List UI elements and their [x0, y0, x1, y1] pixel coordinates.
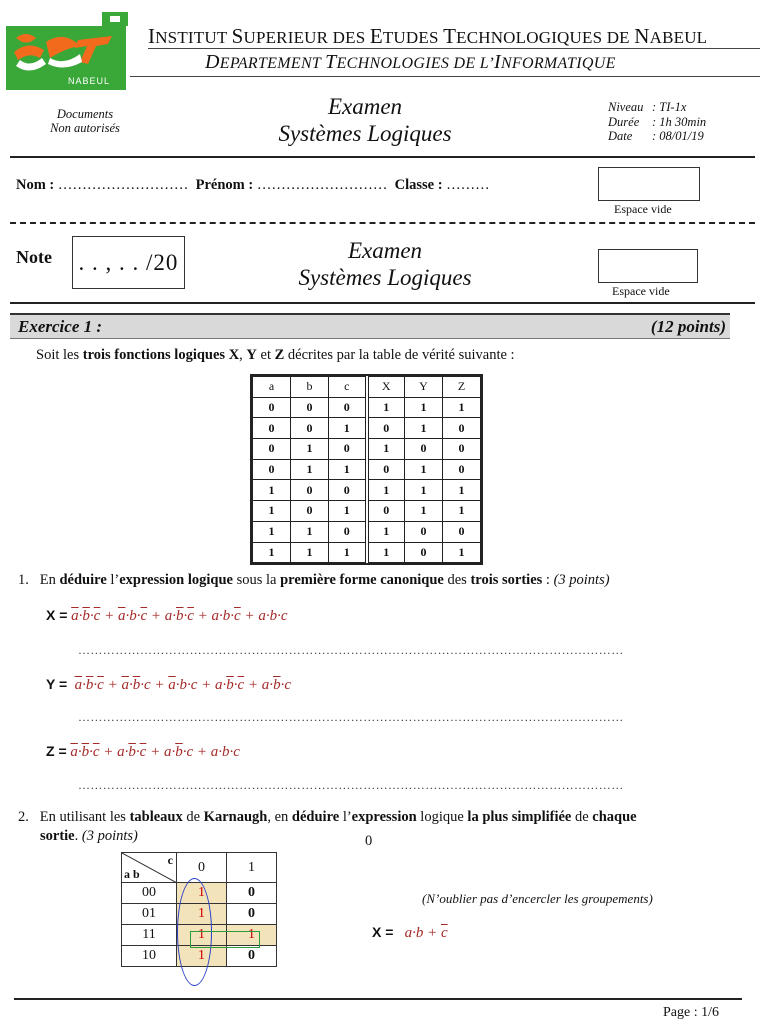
expr-x-label: X = [46, 607, 68, 623]
q1-bold: trois sorties [470, 572, 543, 588]
exam-title-line1: Examen [327, 94, 403, 119]
truth-table-cell: 1 [329, 501, 367, 522]
truth-table-cell: 1 [443, 480, 481, 501]
kmap-col-header: 0 [177, 853, 227, 883]
answer-line-y[interactable]: …………………………………………………………………………………………………………………… [78, 710, 624, 724]
q2-text: . [74, 828, 82, 844]
header-divider-2 [130, 76, 760, 77]
classe-label: Classe : [394, 177, 443, 193]
q2-text: En utilisant les [39, 809, 130, 825]
truth-table-cell: 1 [253, 521, 291, 542]
q2-text: , en [267, 809, 292, 825]
truth-table-row [253, 501, 481, 522]
grouping-hint: (N’oublier pas d’encercler les groupements) [422, 891, 653, 906]
intro-comma: , [239, 347, 247, 363]
date-key: Date [608, 129, 633, 143]
q1-text: des [443, 572, 471, 588]
truth-table-cell: 1 [367, 480, 405, 501]
intro-text: Soit les [36, 347, 83, 363]
kmap-cell: 1 [177, 946, 227, 967]
prenom-label: Prénom : [195, 177, 254, 193]
truth-table-cell: 1 [367, 397, 405, 418]
question-2 [18, 808, 730, 846]
truth-table-cell: 0 [405, 542, 443, 563]
truth-table-cell: 0 [291, 501, 329, 522]
intro-bold-z: Z [274, 347, 285, 363]
truth-table-row [253, 480, 481, 501]
truth-table-cell: 1 [253, 542, 291, 563]
truth-table-cell: 0 [443, 521, 481, 542]
logo-subtitle: NABEUL [68, 76, 111, 86]
truth-table-cell: 0 [405, 521, 443, 542]
truth-table-header: b [291, 377, 329, 398]
expression-z: $Z = \overline{a}\cdot\overline{b}\cdot\overline{c} + a\cdot\overline{b}\cdot\overline{c} + a\cdot\overline{b}\cdot c + a\cdot b\cdot c$ [46, 743, 240, 760]
truth-table-cell: 1 [253, 480, 291, 501]
truth-table-cell: 0 [367, 501, 405, 522]
q2-text: logique [416, 809, 468, 825]
truth-table-cell: 0 [329, 521, 367, 542]
kmap-cell: 0 [227, 904, 277, 925]
truth-table-cell: 1 [367, 521, 405, 542]
truth-table-cell: 0 [329, 480, 367, 501]
q2-bold: Karnaugh [203, 809, 268, 825]
note-box [72, 236, 185, 289]
truth-table-cell: 1 [405, 480, 443, 501]
page-number: Page : 1/6 [663, 1005, 719, 1020]
expr-z-label: Z = [46, 743, 67, 759]
q1-number: 1. [18, 572, 29, 588]
kmap-cell: 1 [177, 904, 227, 925]
exam-title [240, 93, 490, 147]
institute-name: INSTITUT SUPERIEUR DES ETUDES TECHNOLOGIQUES DE NABEUL [148, 24, 708, 48]
expression-y: $Y = \overline{a}\cdot\overline{b}\cdot\overline{c} + \overline{a}\cdot\overline{b}\cdot c + \overline{a}\cdot b\cdot c + a\cdot\overline{b}\cdot\overline{c} + a\cdot\overline{b}\cdot c$ [46, 676, 291, 693]
q1-bold: expression logique [119, 572, 233, 588]
prenom-field[interactable]: ……………………… [256, 177, 388, 193]
student-fields [16, 177, 490, 194]
truth-table-row [253, 542, 481, 563]
kmap-cell: 0 [227, 883, 277, 904]
answer-line-z[interactable]: …………………………………………………………………………………………………………………… [78, 778, 624, 792]
truth-table-cell: 0 [443, 439, 481, 460]
exercise-title: Exercice 1 : [18, 316, 103, 336]
truth-table-cell: 1 [367, 439, 405, 460]
nom-field[interactable]: ……………………… [57, 177, 189, 193]
truth-table-cell: 1 [291, 521, 329, 542]
kmap-row-header: 01 [122, 904, 177, 925]
kmap-ab-label: a b [124, 867, 140, 881]
exercise-header [10, 313, 730, 339]
truth-table-cell: 0 [253, 459, 291, 480]
truth-table-cell: 0 [405, 439, 443, 460]
q1-points: (3 points) [553, 572, 610, 588]
kmap-cell: 1 [177, 925, 227, 946]
truth-table-header: Z [443, 377, 481, 398]
truth-table-cell: 0 [329, 397, 367, 418]
kmap-c-label: c [167, 853, 173, 867]
q2-bold: déduire [291, 809, 340, 825]
question-1 [18, 572, 610, 589]
truth-table-cell: 1 [291, 459, 329, 480]
expr-y-label: Y = [46, 676, 68, 692]
kmap-cell: 1 [177, 883, 227, 904]
truth-table-row [253, 418, 481, 439]
group-rectangle [190, 931, 260, 948]
truth-table-cell: 0 [253, 418, 291, 439]
exam-title-line2: Systèmes Logiques [278, 121, 452, 146]
truth-table-header: a [253, 377, 291, 398]
kmap-row-header: 11 [122, 925, 177, 946]
truth-table [250, 374, 483, 565]
expression-x-simplified: $X = a\cdot b + \overline{c}$ [372, 924, 448, 941]
truth-table-cell: 1 [329, 542, 367, 563]
q2-text: de [182, 809, 204, 825]
section-divider-2 [10, 302, 755, 304]
kmap-cell: 0 [227, 946, 277, 967]
truth-table-cell: 1 [367, 542, 405, 563]
classe-field[interactable]: ……… [446, 177, 490, 193]
truth-table-cell: 1 [443, 542, 481, 563]
q2-bold: chaque [592, 809, 637, 825]
truth-table-cell: 1 [291, 542, 329, 563]
intro-text-end: décrites par la table de vérité suivante : [284, 347, 515, 363]
q1-bold: déduire [59, 572, 107, 588]
kmap-row-header: 00 [122, 883, 177, 904]
espace-vide-label-2: Espace vide [612, 284, 670, 298]
kmap-col-header: 1 [227, 853, 277, 883]
truth-table-header: Y [405, 377, 443, 398]
q1-text: : [542, 572, 554, 588]
duree-key: Durée [608, 114, 640, 129]
exam-title-repeat-line2: Systèmes Logiques [298, 265, 472, 290]
truth-table-cell: 1 [405, 418, 443, 439]
truth-table-header: X [367, 377, 405, 398]
answer-line-x[interactable]: …………………………………………………………………………………………………………………… [78, 643, 624, 657]
expr-x2-label: X = [372, 924, 394, 940]
intro-bold-y: Y [246, 347, 257, 363]
kmap-cell: 1 [227, 925, 277, 946]
truth-table-cell: 0 [291, 418, 329, 439]
truth-table-cell: 0 [253, 397, 291, 418]
truth-table-row [253, 459, 481, 480]
stray-zero: 0 [365, 833, 373, 849]
kmap-corner [122, 853, 177, 883]
espace-vide-label: Espace vide [614, 202, 672, 216]
truth-table-cell: 1 [405, 397, 443, 418]
documents-line1: Documents [56, 107, 114, 121]
section-divider [10, 156, 755, 158]
exercise-intro [36, 347, 515, 364]
exercise-points: (12 points) [650, 316, 726, 336]
footer-divider [14, 998, 742, 1000]
truth-table-cell: 1 [329, 418, 367, 439]
q1-bold: première forme canonique [280, 572, 444, 588]
q1-text: sous la [232, 572, 281, 588]
q2-bold: expression [351, 809, 417, 825]
kmap-row-header: 10 [122, 946, 177, 967]
truth-table-row [253, 397, 481, 418]
q2-text: de [571, 809, 593, 825]
truth-table-cell: 0 [367, 418, 405, 439]
truth-table-cell: 0 [443, 459, 481, 480]
truth-table-header: c [329, 377, 367, 398]
note-value: . . , . . /20 [78, 249, 179, 275]
q2-text: l’ [339, 809, 352, 825]
exam-title-repeat-line1: Examen [347, 238, 423, 263]
q2-points: (3 points) [81, 828, 138, 844]
cut-line [10, 222, 755, 224]
q2-bold: tableaux [129, 809, 183, 825]
truth-table-cell: 0 [291, 480, 329, 501]
documents-note [30, 107, 140, 135]
q2-bold: sortie [40, 828, 75, 844]
truth-table-cell: 1 [253, 501, 291, 522]
note-label: Note [16, 247, 52, 267]
truth-table-cell: 0 [329, 439, 367, 460]
niveau-key: Niveau [608, 100, 644, 114]
truth-table-cell: 0 [367, 459, 405, 480]
truth-table-cell: 1 [329, 459, 367, 480]
q2-number: 2. [18, 809, 29, 825]
header-divider [148, 48, 760, 49]
date-value: : 08/01/19 [652, 129, 704, 143]
truth-table-cell: 1 [291, 439, 329, 460]
truth-table-cell: 1 [443, 501, 481, 522]
intro-and: et [256, 347, 275, 363]
exam-meta [608, 100, 706, 144]
niveau-value: : TI-1x [652, 100, 687, 114]
truth-table-row [253, 439, 481, 460]
q1-text: l’ [106, 572, 120, 588]
truth-table-cell: 1 [405, 459, 443, 480]
q1-text: En [39, 572, 60, 588]
documents-line2: Non autorisés [50, 121, 120, 135]
nom-label: Nom : [16, 177, 55, 193]
iset-logo [6, 12, 128, 90]
expression-x: $X = \overline{a}\cdot\overline{b}\cdot\overline{c} + \overline{a}\cdot b\cdot\overline{c} + a\cdot\overline{b}\cdot\overline{c} + a\cdot b\cdot\overline{c} + a\cdot b\cdot c$ [46, 607, 288, 624]
exam-title-repeat [265, 237, 505, 291]
espace-vide-box-2 [598, 249, 698, 283]
truth-table-row [253, 521, 481, 542]
department-name: DEPARTEMENT TECHNOLOGIES DE L’INFORMATIQUE [205, 51, 616, 73]
truth-table-cell: 1 [405, 501, 443, 522]
truth-table-cell: 0 [291, 397, 329, 418]
duree-value: : 1h 30min [652, 114, 707, 129]
espace-vide-box [598, 167, 700, 201]
truth-table-cell: 1 [443, 397, 481, 418]
truth-table-cell: 0 [253, 439, 291, 460]
truth-table-cell: 0 [443, 418, 481, 439]
intro-bold-x: trois fonctions logiques X [82, 347, 240, 363]
q2-bold: la plus simplifiée [467, 809, 572, 825]
